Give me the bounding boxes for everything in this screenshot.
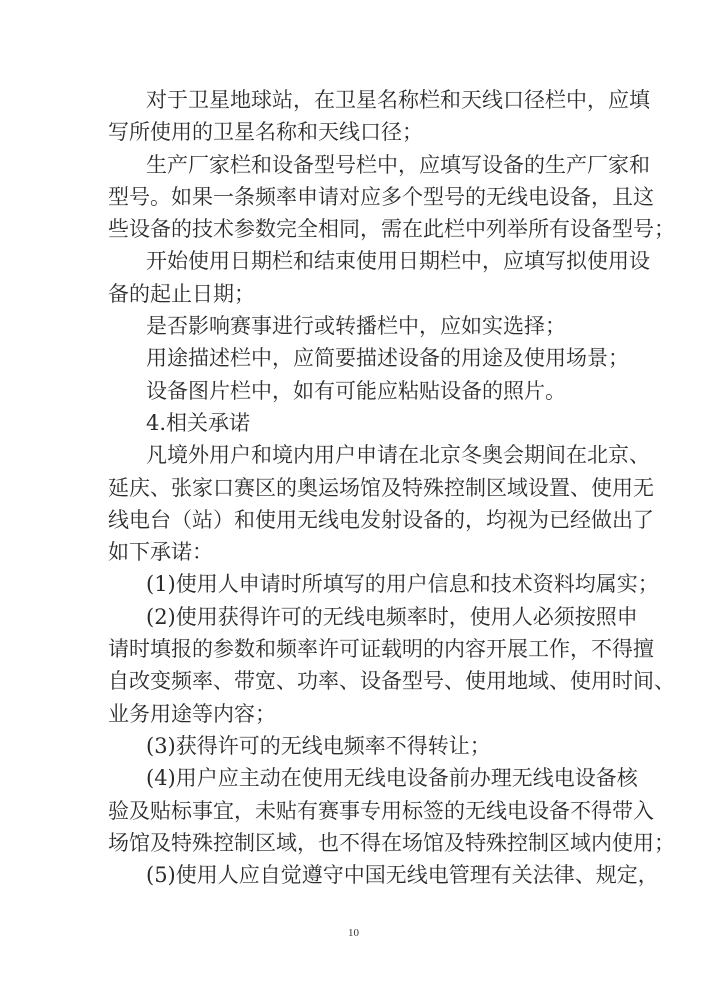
text-line-content: 业务用途等内容； <box>108 701 276 726</box>
list-item-text: (4)用户应主动在使用无线电设备前办理无线电设备核 <box>146 766 638 791</box>
text-line-content: 对于卫星地球站，在卫星名称栏和天线口径栏中，应填 <box>146 88 650 112</box>
list-item-2 <box>108 601 638 633</box>
list-item-text: (2)使用获得许可的无线电频率时，使用人必须按照申 <box>146 604 638 629</box>
text-line <box>108 149 650 181</box>
text-line <box>108 536 611 568</box>
list-item-text: (1)使用人申请时所填写的用户信息和技术资料均属实； <box>146 572 659 597</box>
text-line-content: 如下承诺： <box>108 540 213 565</box>
text-line <box>108 213 675 245</box>
text-line <box>108 181 654 213</box>
text-line-content: 凡境外用户和境内用户申请在北京冬奥会期间在北京、 <box>146 443 650 468</box>
text-line-content: 开始使用日期栏和结束使用日期栏中，应填写拟使用设 <box>146 249 650 274</box>
text-line-content: 用途描述栏中，应简要描述设备的用途及使用场景； <box>146 346 629 371</box>
list-item-4 <box>108 762 638 794</box>
section-heading <box>108 407 611 439</box>
document-body <box>108 84 675 891</box>
text-line <box>108 698 611 730</box>
list-item-text: (5)使用人应自觉遵守中国无线电管理有关法律、规定， <box>146 863 659 888</box>
text-line <box>108 375 611 407</box>
section-heading-text: 4.相关承诺 <box>146 410 251 435</box>
text-line-content: 写所使用的卫星名称和天线口径； <box>108 120 423 145</box>
text-line <box>108 84 650 116</box>
text-line <box>108 439 650 471</box>
text-line <box>108 278 611 310</box>
text-line-content: 型号。如果一条频率申请对应多个型号的无线电设备，且这 <box>108 184 654 209</box>
text-line-content: 自改变频率、带宽、功率、设备型号、使用地域、使用时间、 <box>108 669 675 694</box>
list-item-text: (3)获得许可的无线电频率不得转让； <box>146 733 491 758</box>
text-line-content: 生产厂家栏和设备型号栏中，应填写设备的生产厂家和 <box>146 152 650 177</box>
text-line-content: 备的起止日期； <box>108 281 255 306</box>
text-line <box>108 504 654 536</box>
page-number: 10 <box>348 927 359 939</box>
list-item-5 <box>108 859 659 891</box>
text-line-content: 验及贴标事宜，未贴有赛事专用标签的无线电设备不得带入 <box>108 798 654 823</box>
text-line-content: 些设备的技术参数完全相同，需在此栏中列举所有设备型号； <box>108 217 675 242</box>
text-line <box>108 665 675 697</box>
list-item-3 <box>108 730 611 762</box>
text-line <box>108 245 650 277</box>
text-line <box>108 342 629 374</box>
text-line-content: 设备图片栏中，如有可能应粘贴设备的照片。 <box>146 378 566 403</box>
text-line-content: 延庆、张家口赛区的奥运场馆及特殊控制区域设置、使用无 <box>108 475 654 500</box>
text-line-content: 场馆及特殊控制区域，也不得在场馆及特殊控制区域内使用； <box>108 830 675 855</box>
text-line-content: 是否影响赛事进行或转播栏中，应如实选择； <box>146 314 566 339</box>
text-line <box>108 795 654 827</box>
text-line-content: 请时填报的参数和频率许可证载明的内容开展工作，不得擅 <box>108 637 654 662</box>
text-line <box>108 633 654 665</box>
text-line-content: 线电台（站）和使用无线电发射设备的，均视为已经做出了 <box>108 507 654 532</box>
text-line <box>108 472 654 504</box>
text-line <box>108 116 611 148</box>
list-item-1 <box>108 568 659 600</box>
text-line <box>108 827 675 859</box>
text-line <box>108 310 611 342</box>
